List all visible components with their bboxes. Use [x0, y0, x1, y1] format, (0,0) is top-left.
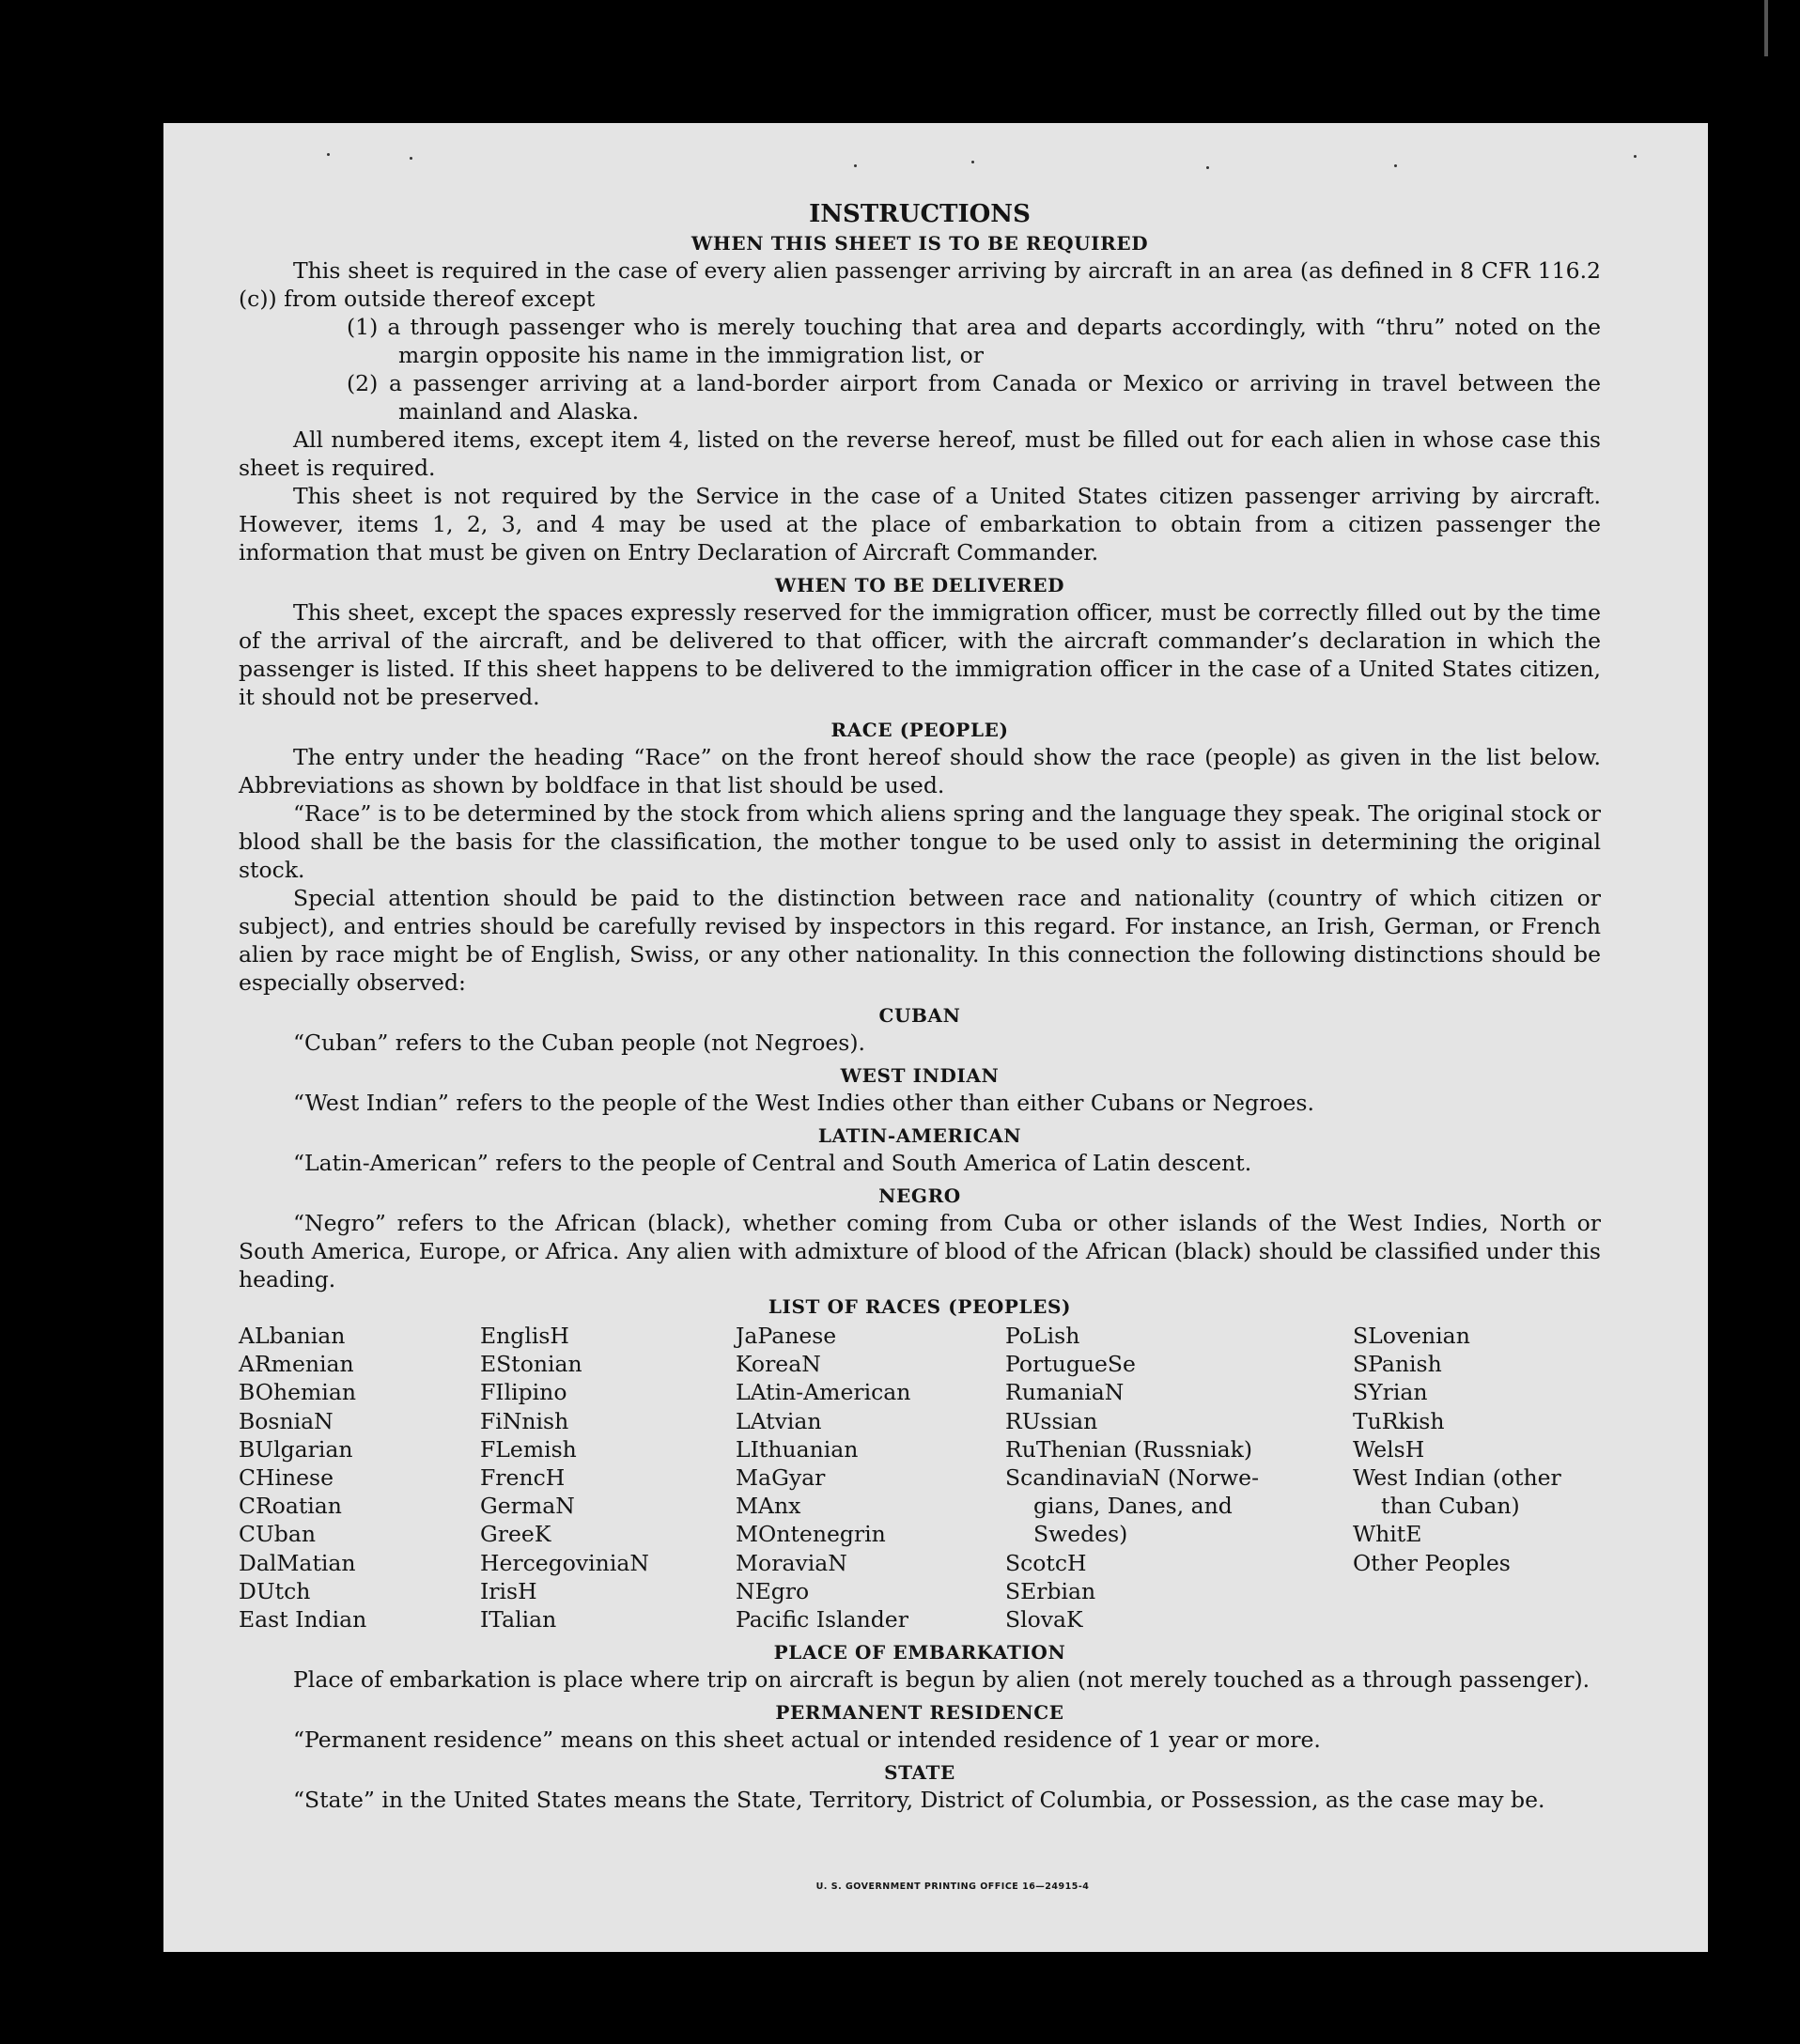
speck: [327, 153, 330, 156]
race-column-2: [480, 1322, 736, 1634]
speck: [410, 157, 412, 160]
paragraph: “Permanent residence” means on this sheet actual or intended residence of 1 year or more.: [293, 1727, 1321, 1754]
speck: [1394, 164, 1397, 167]
section-heading: NEGRO: [878, 1185, 961, 1207]
race-item: ScandinaviaN (Norwe-: [1005, 1464, 1260, 1492]
speck: [1206, 166, 1209, 169]
race-item: FIlipino: [480, 1379, 567, 1406]
race-item: MAnx: [736, 1493, 801, 1520]
film-edge-mark: [1764, 0, 1768, 56]
race-item: LIthuanian: [736, 1435, 859, 1463]
race-item: FiNnish: [480, 1407, 569, 1434]
section-heading: LIST OF RACES (PEOPLES): [768, 1295, 1072, 1318]
instructions-body: [239, 198, 1601, 1814]
section-heading: PERMANENT RESIDENCE: [775, 1701, 1064, 1725]
race-item: TuRkish: [1353, 1407, 1445, 1434]
race-item: LAtin-American: [736, 1379, 911, 1406]
race-item: FrencH: [480, 1464, 566, 1492]
race-item: SPanish: [1353, 1351, 1442, 1378]
race-item: BosniaN: [239, 1407, 334, 1434]
race-item: FLemish: [480, 1435, 577, 1463]
section-heading: RACE (PEOPLE): [830, 719, 1009, 741]
race-item: DUtch: [239, 1577, 311, 1604]
paragraph: “Race” is to be determined by the stock from which aliens spring and the language they speak. The original stock or blood shall be the basis for the classification, the mother tongue to be used only to assist in determining the original stock.: [239, 800, 1601, 883]
race-item: CRoatian: [239, 1493, 342, 1520]
race-item: HercegoviniaN: [480, 1549, 649, 1576]
race-item: KoreaN: [736, 1351, 821, 1378]
race-item: ScotcH: [1005, 1549, 1087, 1576]
paragraph: This sheet, except the spaces expressly reserved for the immigration officer, must be correctly filled out by the time of the arrival of the aircraft, and be delivered to that officer, with the aircraft commander’s declaration in which the passenger is listed. If this sheet happens to be delivered to the immigration officer in the case of a United States citizen, it should not be preserved.: [239, 599, 1601, 710]
paragraph: All numbered items, except item 4, listed on the reverse hereof, must be filled out for each alien in whose case this sheet is required.: [239, 426, 1601, 481]
race-item-continuation: than Cuban): [1381, 1493, 1520, 1520]
paragraph: Special attention should be paid to the distinction between race and nationality (country of which citizen or subject), and entries should be carefully revised by inspectors in this regard. For instance, an Irish, German, or French alien by race might be of English, Swiss, or any other nationality. In this connection the following distinctions should be especially observed:: [239, 885, 1601, 996]
race-item: SErbian: [1005, 1577, 1096, 1604]
race-item: MoraviaN: [736, 1549, 847, 1576]
paragraph: The entry under the heading “Race” on the front hereof should show the race (people) as given in the list below. Abbreviations as shown by boldface in that list should be used.: [239, 744, 1601, 798]
race-item: WhitE: [1353, 1521, 1422, 1548]
race-item: West Indian (other: [1353, 1464, 1561, 1492]
race-item-continuation: Swedes): [1033, 1521, 1128, 1548]
list-item: (1) a through passenger who is merely touching that area and departs accordingly, with “thru” noted on the margin opposite his name in the immigration list, or: [347, 314, 1601, 368]
race-item: MOntenegrin: [736, 1521, 886, 1548]
race-item: GermaN: [480, 1493, 575, 1520]
paragraph: This sheet is required in the case of every alien passenger arriving by aircraft in an area (as defined in 8 CFR 116.2 (c)) from outside thereof except: [239, 257, 1601, 312]
paragraph: “Latin-American” refers to the people of Central and South America of Latin descent.: [293, 1150, 1252, 1176]
race-item: JaPanese: [736, 1323, 837, 1349]
instruction-sheet: [163, 123, 1708, 1952]
race-item: GreeK: [480, 1521, 551, 1548]
paragraph: “West Indian” refers to the people of the West Indies other than either Cubans or Negroes.: [293, 1090, 1314, 1116]
race-item: RumaniaN: [1005, 1379, 1125, 1406]
speck: [854, 164, 857, 167]
race-column-4: [1005, 1322, 1353, 1634]
race-item: East Indian: [239, 1606, 367, 1634]
race-item: ARmenian: [239, 1351, 354, 1378]
paragraph: This sheet is not required by the Service in the case of a United States citizen passenger arriving by aircraft. However, items 1, 2, 3, and 4 may be used at the place of embarkation to obtain from a citizen passenger the information that must be given on Entry Declaration of Aircraft Commander.: [239, 483, 1601, 565]
race-item: NEgro: [736, 1577, 810, 1604]
race-item: SYrian: [1353, 1379, 1428, 1406]
section-heading: WEST INDIAN: [840, 1064, 1000, 1087]
list-item: (2) a passenger arriving at a land-border airport from Canada or Mexico or arriving in travel between the mainland and Alaska.: [347, 370, 1601, 425]
race-item-continuation: gians, Danes, and: [1033, 1493, 1233, 1520]
speck: [1634, 155, 1637, 158]
section-heading: PLACE OF EMBARKATION: [773, 1641, 1066, 1665]
race-item: PoLish: [1005, 1323, 1080, 1349]
race-item: SlovaK: [1005, 1606, 1083, 1634]
page-title: INSTRUCTIONS: [809, 200, 1031, 228]
race-item: SLovenian: [1353, 1323, 1470, 1349]
section-heading: STATE: [884, 1761, 955, 1785]
race-column-3: [736, 1322, 1005, 1634]
printer-imprint: U. S. GOVERNMENT PRINTING OFFICE 16—24915-4: [815, 1881, 1090, 1892]
race-item: EnglisH: [480, 1323, 569, 1349]
race-item: CHinese: [239, 1464, 334, 1492]
section-heading: LATIN-AMERICAN: [817, 1124, 1022, 1147]
section-heading: CUBAN: [878, 1004, 961, 1027]
race-item: EStonian: [480, 1351, 582, 1378]
section-heading: WHEN THIS SHEET IS TO BE REQUIRED: [691, 232, 1149, 255]
speck: [971, 161, 974, 163]
race-item: IrisH: [480, 1577, 537, 1604]
race-item: WelsH: [1353, 1435, 1425, 1463]
section-heading: WHEN TO BE DELIVERED: [774, 574, 1065, 596]
race-item: LAtvian: [736, 1407, 822, 1434]
race-item: Pacific Islander: [736, 1606, 908, 1634]
race-column-5: [1353, 1322, 1601, 1634]
races-list: [239, 1322, 1601, 1634]
race-item: PortugueSe: [1005, 1351, 1136, 1378]
race-item: CUban: [239, 1521, 316, 1548]
race-item: MaGyar: [736, 1464, 826, 1492]
paragraph: Place of embarkation is place where trip on aircraft is begun by alien (not merely touched as a through passenger).: [293, 1666, 1591, 1694]
race-item: ALbanian: [239, 1323, 346, 1349]
paragraph: “Negro” refers to the African (black), whether coming from Cuba or other islands of the West Indies, North or South America, Europe, or Africa. Any alien with admixture of blood of the African (black) should be classified under this heading.: [239, 1210, 1601, 1293]
race-item: ITalian: [480, 1606, 557, 1634]
paragraph: “State” in the United States means the State, Territory, District of Columbia, or Possession, as the case may be.: [293, 1787, 1545, 1814]
race-item: Other Peoples: [1353, 1549, 1511, 1576]
race-item: RuThenian (Russniak): [1005, 1435, 1252, 1463]
race-item: BOhemian: [239, 1379, 356, 1406]
race-column-1: [239, 1322, 480, 1634]
race-item: BUlgarian: [239, 1435, 353, 1463]
race-item: DalMatian: [239, 1549, 356, 1576]
race-item: RUssian: [1005, 1407, 1098, 1434]
paragraph: “Cuban” refers to the Cuban people (not Negroes).: [293, 1030, 866, 1056]
